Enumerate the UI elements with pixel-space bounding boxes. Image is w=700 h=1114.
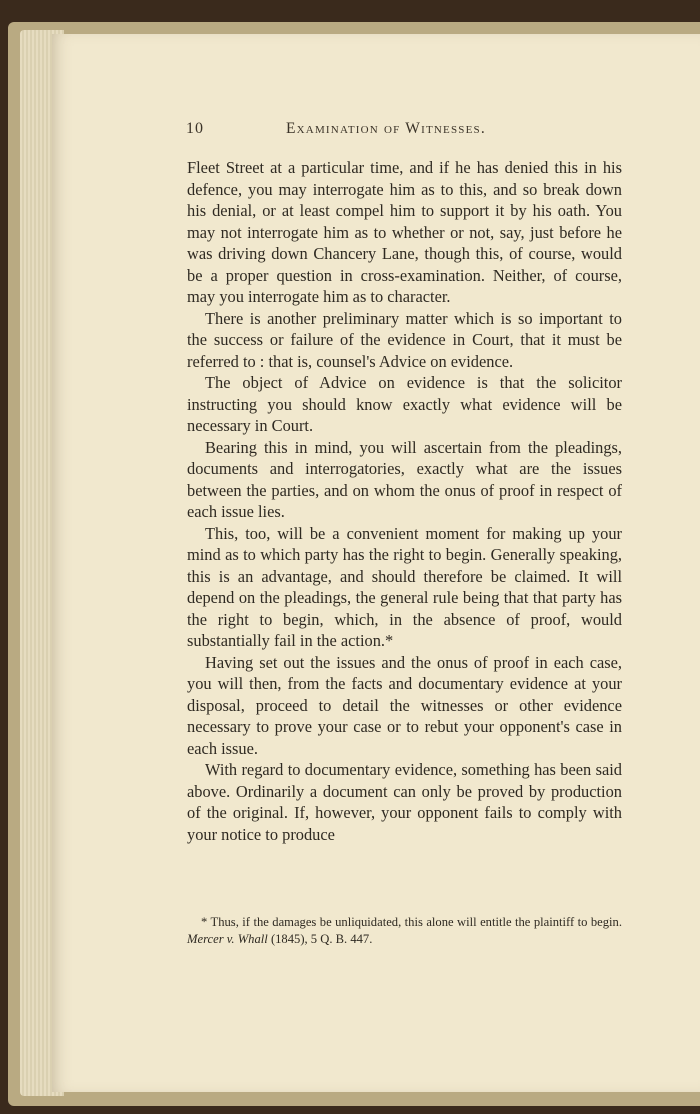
paragraph: Bearing this in mind, you will ascertain from the pleadings, documents and interrogatories, exactly what are the issues between the parties, and on whom the onus of proof in respect of each issue lies.: [187, 437, 622, 521]
paragraph: With regard to documentary evidence, something has been said above. Ordinarily a document can only be proved by production of the original. If, however, your opponent fails to comply with your notice to produce: [187, 760, 622, 844]
body-text: [187, 157, 622, 845]
footnote-paragraph: [187, 914, 622, 948]
footnote-citation: (1845), 5 Q. B. 447.: [270, 932, 373, 946]
page-header: [186, 120, 632, 142]
footnote: [187, 914, 622, 948]
paragraph: Having set out the issues and the onus of proof in each case, you will then, from the facts and documentary evidence at your disposal, proceed to detail the witnesses or other evidence necessary to prove your case or to rebut your opponent's case in each issue.: [187, 652, 622, 758]
page-number: 10: [186, 120, 204, 137]
footnote-text: * Thus, if the damages be unliquidated, this alone will entitle the plaintiff to begin.: [201, 915, 622, 929]
running-title: Examination of Witnesses.: [286, 120, 486, 137]
footnote-case-name: Mercer v. Whall: [187, 932, 268, 946]
paragraph: This, too, will be a convenient moment for making up your mind as to which party has the right to begin. Generally speaking, this is an advantage, and should therefore be claimed. It will depend on the pleadings, the general rule being that that party has the right to begin, which, in the absence of proof, would substantially fail in the action.*: [187, 523, 622, 650]
paragraph: The object of Advice on evidence is that the solicitor instructing you should know exactly what evidence will be necessary in Court.: [187, 373, 622, 435]
paragraph: Fleet Street at a particular time, and if he has denied this in his defence, you may interrogate him as to this, and so break down his denial, or at least compel him to support it by his oath. You may not interrogate him as to whether or not, say, just before he was driving down Chancery Lane, though this, of course, would be a proper question in cross-examination. Neither, of course, may you interrogate him as to character.: [187, 158, 622, 306]
paragraph: There is another preliminary matter which is so important to the success or failure of the evidence in Court, that it must be referred to : that is, counsel's Advice on evidence.: [187, 308, 622, 371]
